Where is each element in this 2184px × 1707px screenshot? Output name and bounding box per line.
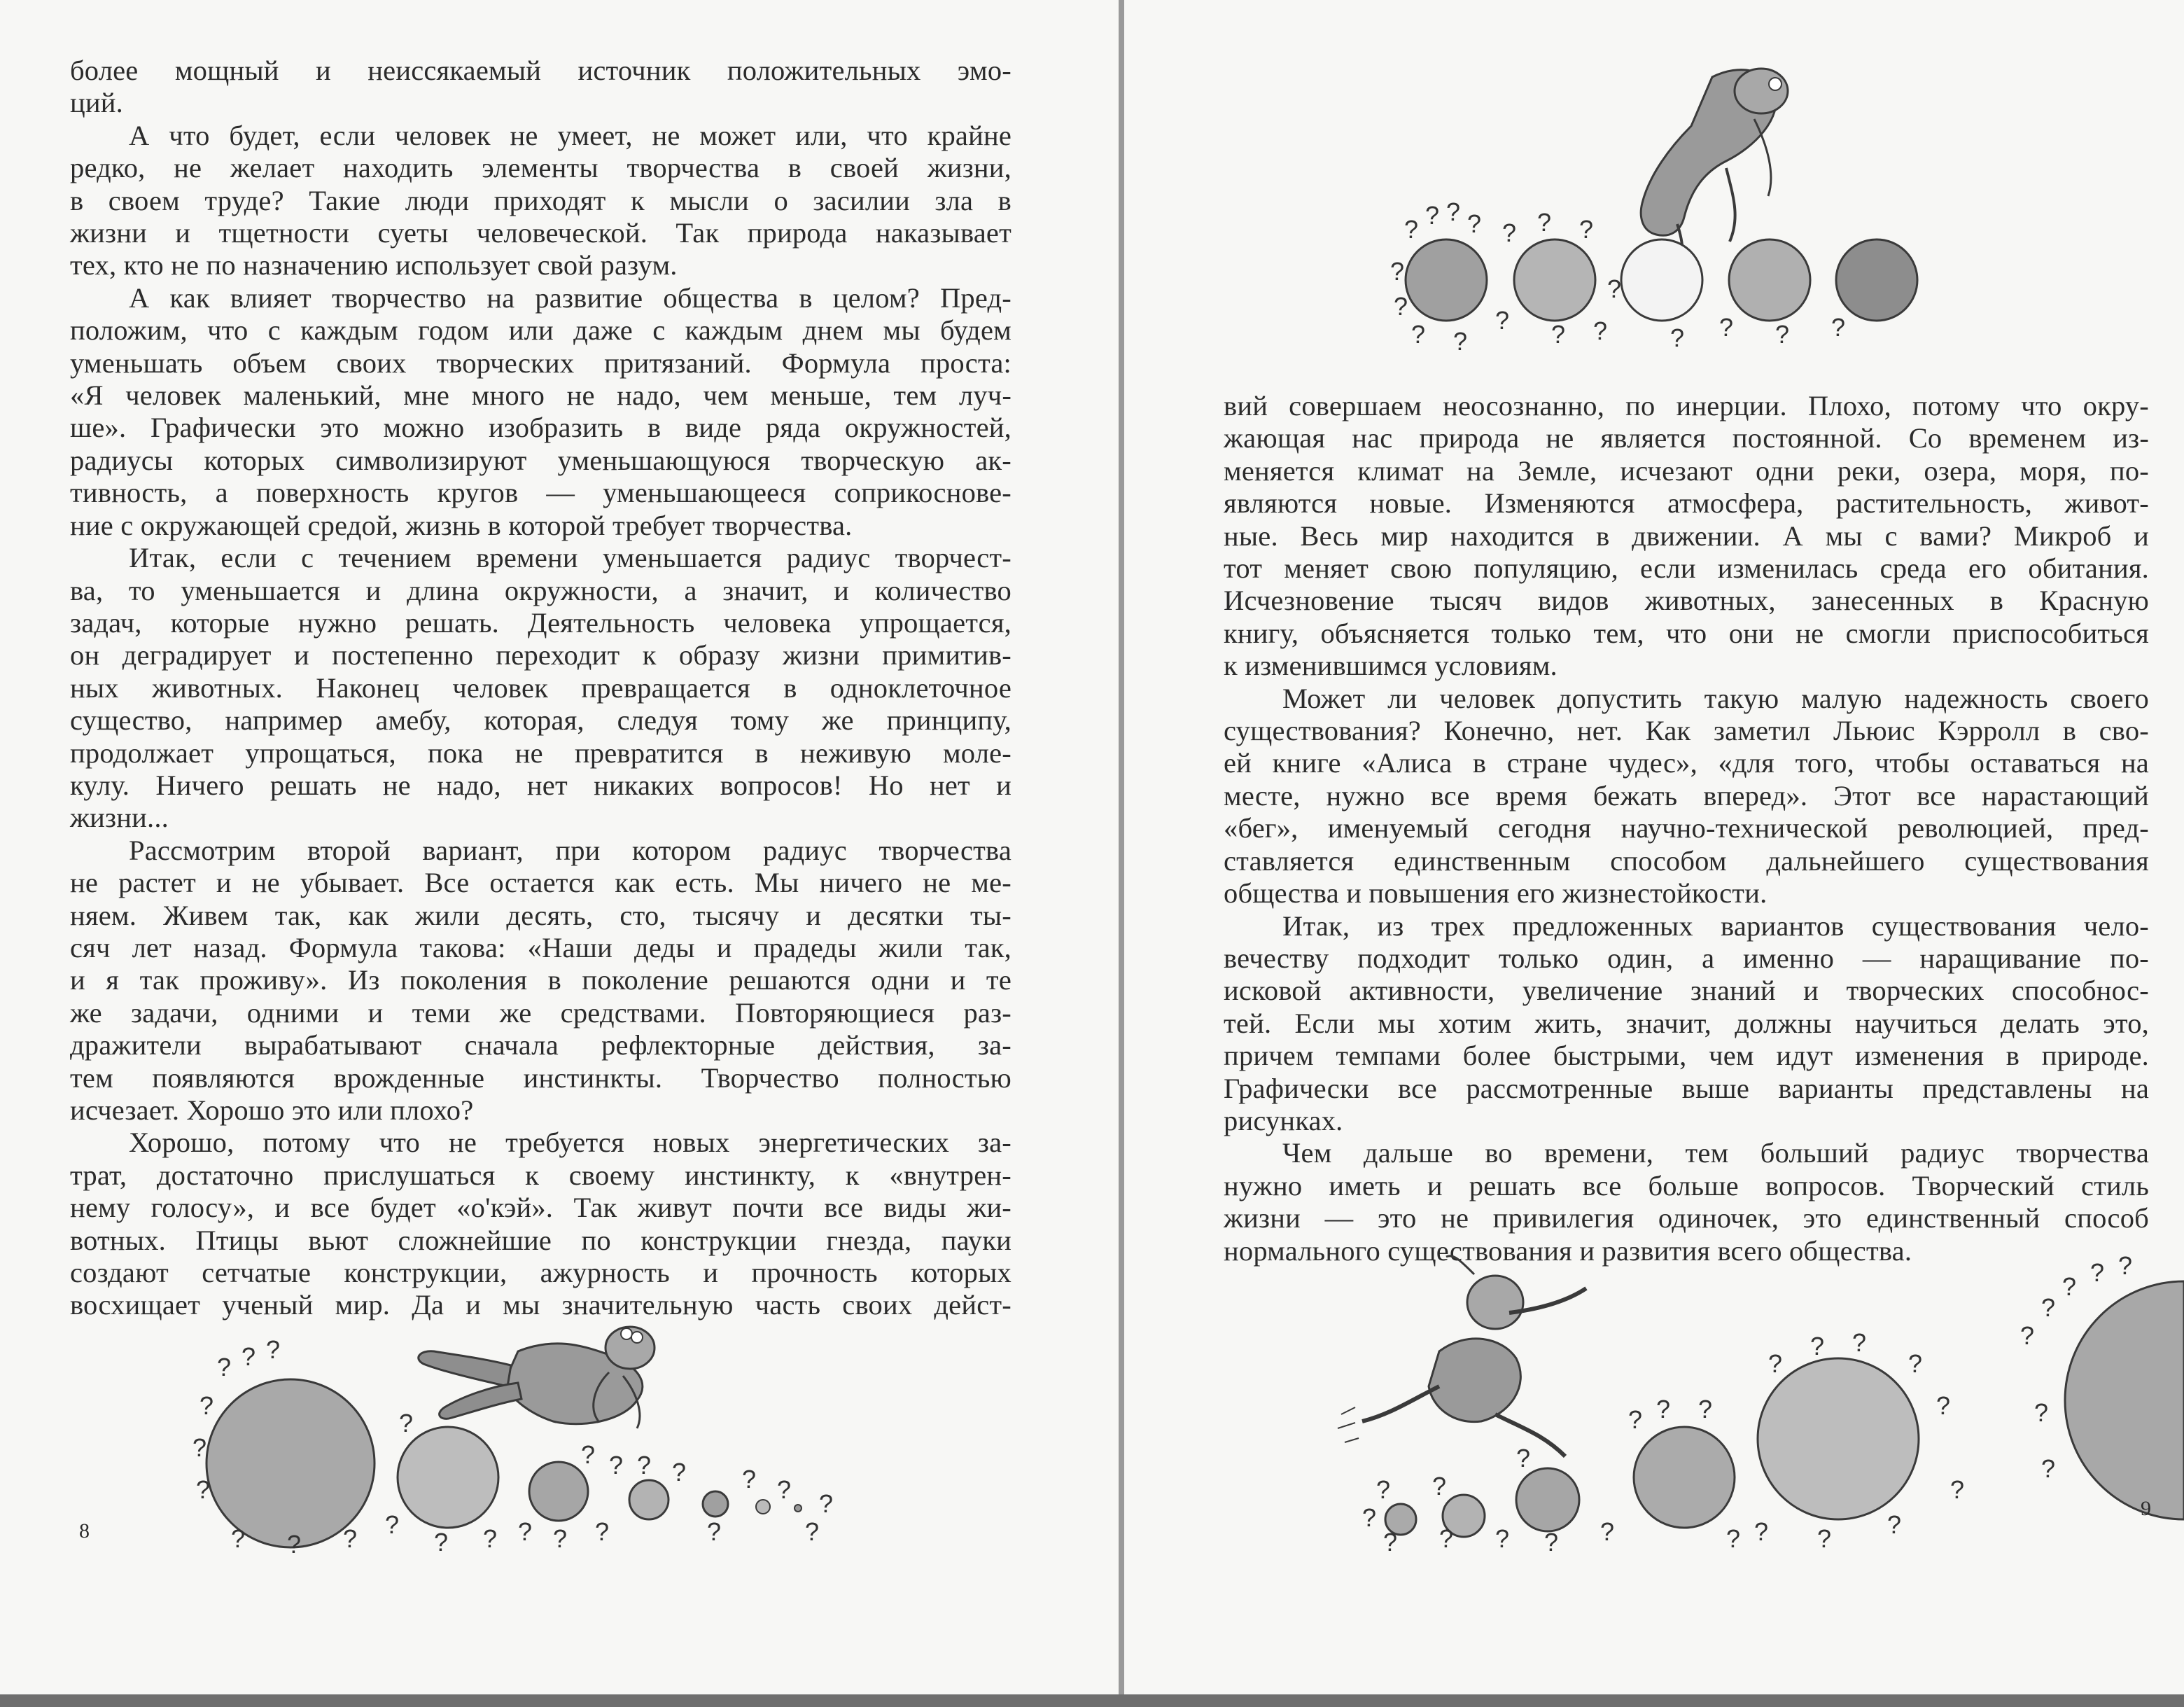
svg-text:?: ? [1887,1510,1902,1539]
text-line: тей. Если мы хотим жить, значит, должны научиться делать это, [1224,1007,2149,1039]
svg-text:?: ? [1404,215,1419,244]
text-line: существования? Конечно, нет. Как заметил Льюис Кэрролл в сво- [1224,715,2149,747]
svg-text:?: ? [1394,292,1408,321]
svg-text:?: ? [2034,1398,2049,1427]
text-line: сяч лет назад. Формула такова: «Наши деды и прадеды жили так, [70,931,1011,963]
svg-text:?: ? [2090,1258,2105,1287]
svg-text:?: ? [819,1489,834,1518]
svg-text:?: ? [385,1510,400,1539]
text-line: тем появляются врожденные инстинкты. Творчество полностью [70,1061,1011,1094]
svg-text:?: ? [742,1465,757,1493]
text-line: книгу, объясняется только тем, что они не смогли приспособиться [1224,617,2149,649]
svg-text:?: ? [1432,1472,1447,1500]
text-line: вотных. Птицы вьют сложнейшие по конструкции гнезда, пауки [70,1224,1011,1256]
growing-circles-illustration [1334,1246,2184,1554]
svg-text:?: ? [805,1517,820,1546]
text-line: более мощный и неиссякаемый источник положительных эмо- [70,55,1011,86]
text-line: восхищает ученый мир. Да и мы значительную часть своих дейст- [70,1289,1011,1321]
svg-text:?: ? [1425,201,1440,230]
text-line: исковой активности, увеличение знаний и творческих способнос- [1224,975,2149,1007]
shrinking-circles-illustration [189,1316,875,1554]
crawling-man-figure [419,1327,654,1428]
svg-text:?: ? [1467,209,1482,238]
svg-text:?: ? [1502,218,1517,247]
text-line: тех, кто не по назначению использует свой разум. [70,249,678,281]
svg-text:?: ? [1628,1405,1643,1434]
text-line: жизни... [70,802,169,834]
right-page [1124,0,2184,1707]
text-line: он деградирует и постепенно переходит к образу жизни примитив- [70,639,1011,671]
text-line: уменьшать объем своих творческих притязаний. Формула проста: [70,347,1011,379]
text-line: радиусы которых символизируют уменьшающуюся творческую ак- [70,444,1011,476]
svg-text:?: ? [672,1458,687,1486]
text-line: кулу. Ничего решать не надо, нет никаких вопросов! Но нет и [70,769,1011,801]
text-line: няем. Живем так, как жили десять, сто, тысячу и десятки ты- [70,899,1011,931]
text-line: являются новые. Изменяются атмосфера, растительность, живот- [1224,487,2149,520]
text-line: исчезает. Хорошо это или плохо? [70,1094,474,1126]
text-line: рисунках. [1224,1104,1343,1136]
svg-text:?: ? [200,1391,214,1420]
text-line: А как влияет творчество на развитие общества в целом? Пред- [129,281,1011,314]
svg-text:?: ? [1537,208,1552,237]
svg-text:?: ? [1754,1517,1769,1546]
svg-text:?: ? [399,1409,414,1437]
svg-text:?: ? [2020,1321,2035,1350]
svg-text:?: ? [1516,1444,1531,1472]
svg-text:?: ? [637,1451,652,1479]
svg-text:?: ? [434,1528,449,1554]
running-man-figure [1338,1256,1586,1456]
text-line: трат, достаточно прислушаться к своему инстинкту, к «внутрен- [70,1159,1011,1191]
text-line: общества и повышения его жизнестойкости. [1224,877,1768,910]
text-line: А что будет, если человек не умеет, не может или, что крайне [129,119,1011,151]
svg-text:?: ? [241,1342,256,1371]
text-line: Чем дальше во времени, тем больший радиус творчества [1282,1137,2149,1169]
svg-text:?: ? [2041,1454,2056,1483]
svg-text:?: ? [1950,1475,1965,1504]
svg-text:?: ? [2062,1272,2077,1301]
svg-text:?: ? [1383,1528,1398,1554]
left-page-text [70,55,1011,1322]
text-line: Итак, если с течением времени уменьшается радиус творчест- [129,542,1011,574]
text-line: редко, не желает находить элементы творчества в своей жизни, [70,152,1011,184]
svg-text:?: ? [1600,1517,1615,1546]
text-line: задач, которые нужно решать. Деятельность человека упрощается, [70,606,1011,639]
text-line: дражители вырабатывают сначала рефлекторные действия, за- [70,1029,1011,1061]
text-line: причем темпами более быстрыми, чем идут изменения в природе. [1224,1040,2149,1072]
book-bottom-edge [0,1694,2184,1707]
text-line: Графически все рассмотренные выше варианты представлены на [1224,1072,2149,1104]
svg-text:?: ? [343,1524,358,1553]
text-line: в своем труде? Такие люди приходят к мысли о засилии зла в [70,184,1011,216]
svg-text:?: ? [1670,323,1685,352]
svg-text:?: ? [287,1530,302,1554]
text-line: жающая нас природа не является постоянной. Со временем из- [1224,422,2149,454]
svg-text:?: ? [231,1524,246,1553]
text-line: создают сетчатые конструкции, ажурность и прочность которых [70,1257,1011,1289]
svg-text:?: ? [217,1353,232,1381]
svg-text:?: ? [1495,306,1510,335]
svg-text:?: ? [1719,313,1734,342]
text-line: месте, нужно все время бежать вперед». Этот все нарастающий [1224,779,2149,811]
text-line: вий совершаем неосознанно, по инерции. Плохо, потому что окру- [1224,390,2149,421]
book-gutter [1119,0,1124,1707]
svg-text:?: ? [196,1475,211,1504]
svg-text:?: ? [483,1524,498,1553]
text-line: нормального существования и развития всего общества. [1224,1234,1912,1267]
text-line: меняется климат на Земле, исчезают одни реки, озера, моря, по- [1224,454,2149,487]
svg-text:?: ? [1810,1332,1825,1360]
text-line: Исчезновение тысяч видов животных, занесенных в Красную [1224,585,2149,617]
text-line: существо, например амебу, которая, следуя тому же принципу, [70,704,1011,737]
text-line: и я так проживу». Из поколения в поколение решаются одни и те [70,964,1011,996]
svg-text:?: ? [1544,1528,1559,1554]
svg-text:?: ? [1593,316,1608,345]
text-line: жизни — это не привилегия одиночек, это единственный способ [1224,1202,2149,1234]
text-line: ей книге «Алиса в стране чудес», «для того, чтобы оставаться на [1224,747,2149,779]
svg-text:?: ? [609,1451,624,1479]
svg-text:?: ? [1852,1328,1867,1357]
svg-text:?: ? [1908,1349,1923,1378]
text-line: не растет и не убывает. Все остается как есть. Мы ничего не ме- [70,867,1011,899]
svg-text:?: ? [1775,320,1790,349]
svg-text:?: ? [1656,1395,1671,1423]
svg-text:?: ? [1768,1349,1783,1378]
text-line: Может ли человек допустить такую малую надежность своего [1282,682,2149,714]
svg-text:?: ? [707,1517,722,1546]
text-line: ные. Весь мир находится в движении. А мы с вами? Микроб и [1224,520,2149,552]
text-line: «Я человек маленький, мне много не надо, чем меньше, тем луч- [70,379,1011,412]
svg-text:?: ? [1453,327,1468,356]
text-line: положим, что с каждым годом или даже с каждым днем мы будем [70,314,1011,347]
svg-text:?: ? [777,1475,792,1504]
svg-text:?: ? [1726,1524,1741,1553]
right-page-text [1224,390,2149,1267]
svg-text:?: ? [1607,274,1622,303]
text-line: вечеству подходит только один, а именно — наращивание по- [1224,942,2149,974]
svg-text:?: ? [1376,1475,1391,1504]
svg-text:?: ? [1439,1524,1454,1553]
text-line: Итак, из трех предложенных вариантов существования чело- [1282,910,2149,942]
svg-text:?: ? [581,1440,596,1469]
svg-text:?: ? [266,1335,281,1364]
svg-text:?: ? [553,1524,568,1553]
svg-text:?: ? [1411,320,1426,349]
text-line: ва, то уменьшается и длина окружности, а значит, и количество [70,574,1011,606]
svg-text:?: ? [1446,197,1461,226]
text-line: тивность, а поверхность кругов — уменьшающееся соприкоснове- [70,477,1011,509]
text-line: ных животных. Наконец человек превращается в одноклеточное [70,671,1011,704]
svg-text:?: ? [595,1517,610,1546]
text-line: ше». Графически это можно изобразить в виде ряда окружностей, [70,412,1011,444]
text-line: тот меняет свою популяцию, если изменилась среда его обитания. [1224,552,2149,585]
text-line: «бег», именуемый сегодня научно-технической революцией, пред- [1224,812,2149,844]
svg-text:?: ? [1579,215,1594,244]
text-line: нему голосу», и все будет «о'кэй». Так живут почти все виды жи- [70,1192,1011,1224]
page-number: 8 [79,1519,90,1542]
svg-text:?: ? [192,1433,207,1462]
svg-text:?: ? [1698,1395,1713,1423]
text-line: Хорошо, потому что не требуется новых энергетических за- [129,1127,1011,1159]
svg-text:?: ? [1831,313,1846,342]
text-line: жизни и тщетности суеты человеческой. Так природа наказывает [70,217,1011,249]
text-line: же задачи, одними и теми же средствами. Повторяющиеся раз- [70,996,1011,1029]
constant-circles-illustration [1376,49,1936,357]
text-line: ставляется единственным способом дальнейшего существования [1224,844,2149,877]
svg-text:?: ? [518,1517,533,1546]
text-line: ций. [70,87,123,119]
svg-text:?: ? [2118,1251,2133,1280]
text-line: продолжает упрощаться, пока не превратится в неживую моле- [70,737,1011,769]
svg-text:?: ? [1362,1503,1377,1532]
svg-text:?: ? [1817,1524,1832,1553]
text-line: нужно иметь и решать все больше вопросов. Творческий стиль [1224,1169,2149,1201]
text-line: Рассмотрим второй вариант, при котором радиус творчества [129,834,1011,866]
svg-text:?: ? [2041,1293,2056,1322]
svg-text:?: ? [1551,320,1566,349]
svg-text:?: ? [1495,1524,1510,1553]
text-line: ние с окружающей средой, жизнь в которой требует творчества. [70,509,853,541]
page-number: 9 [2141,1497,2151,1520]
text-line: к изменившимся условиям. [1224,650,1558,682]
svg-text:?: ? [1390,257,1405,286]
svg-text:?: ? [1936,1391,1951,1420]
